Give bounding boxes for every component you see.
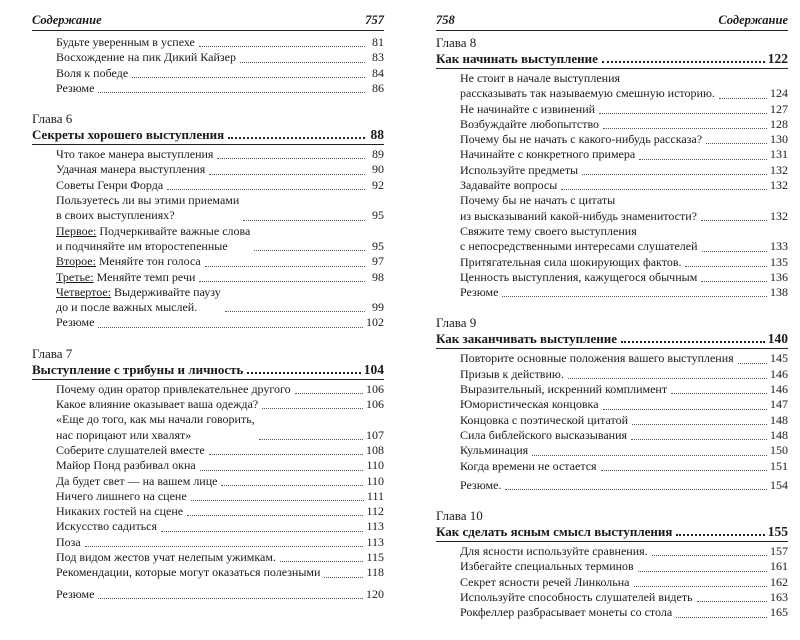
toc-entry: Резюме 120 xyxy=(56,586,384,601)
toc-entry: Первое: Подчеркивайте важные слова и подчиняйте им второстепенные 95 xyxy=(56,223,384,253)
toc-entry: Не стоит в начале выступления рассказывать так называемую смешную историю. 124 xyxy=(460,71,788,101)
toc-entry: Задавайте вопросы 132 xyxy=(460,178,788,193)
toc-entry: Сила библейского высказывания 148 xyxy=(460,427,788,442)
right-header-title: Содержание xyxy=(718,13,788,27)
toc-entry: Юмористическая концовка 147 xyxy=(460,397,788,412)
toc-entry: Используйте способность слушателей видеть 163 xyxy=(460,590,788,605)
toc-entry: Почему бы не начать с цитаты из высказываний какой-нибудь знаменитости? 132 xyxy=(460,193,788,223)
right-page xyxy=(436,14,788,621)
toc-entry: Когда времени не остается 151 xyxy=(460,458,788,473)
chapter-title: Как начинать выступление 122 xyxy=(436,50,788,69)
toc-entry: Кульминация 150 xyxy=(460,443,788,458)
left-page-number: 757 xyxy=(365,13,384,27)
toc-entry: Воля к победе 84 xyxy=(56,65,384,80)
toc-entry: Ничего лишнего на сцене 111 xyxy=(56,488,384,503)
chapter-label: Глава 8 xyxy=(436,35,477,50)
left-page xyxy=(32,14,384,602)
chapter-title: Как заканчивать выступление 140 xyxy=(436,330,788,349)
chapter-title: Выступление с трибуны и личность 104 xyxy=(32,361,384,380)
toc-entry: Ценность выступления, кажущегося обычным 136 xyxy=(460,269,788,284)
toc-entry: Рокфеллер разбрасывает монеты со стола 165 xyxy=(460,605,788,620)
toc-entry: Резюме 102 xyxy=(56,315,384,330)
toc-entry: Да будет свет — на вашем лице 110 xyxy=(56,473,384,488)
chapter-label: Глава 6 xyxy=(32,111,73,127)
toc-entry: Повторите основные положения вашего выступления 145 xyxy=(460,351,788,366)
toc-entry: Рекомендации, которые могут оказаться полезными 118 xyxy=(56,565,384,580)
left-header-title: Содержание xyxy=(32,13,102,27)
toc-entry: Не начинайте с извинений 127 xyxy=(460,101,788,116)
toc-entry: Почему один оратор привлекательнее другого 106 xyxy=(56,381,384,396)
right-page-number: 758 xyxy=(436,13,455,27)
toc-entry: Почему бы не начать с какого-нибудь рассказа? 130 xyxy=(460,132,788,147)
toc-entry: Никаких гостей на сцене 112 xyxy=(56,504,384,519)
toc-entry: Искусство садиться 113 xyxy=(56,519,384,534)
toc-entry: Призыв к действию. 146 xyxy=(460,366,788,381)
toc-entry: Четвертое: Выдерживайте паузу до и после важных мыслей. 99 xyxy=(56,284,384,315)
toc-entry: Избегайте специальных терминов 161 xyxy=(460,559,788,574)
chapter-label: Глава 9 xyxy=(436,315,477,331)
right-running-head xyxy=(436,14,788,31)
toc-entry: Выразительный, искренний комплимент 146 xyxy=(460,382,788,397)
chapter-label: Глава 7 xyxy=(32,345,73,361)
toc-entry: Секрет ясности речей Линкольна 162 xyxy=(460,574,788,589)
left-toc xyxy=(32,35,384,602)
toc-entry: «Еще до того, как мы начали говорить, нас порицают или хвалят» 107 xyxy=(56,412,384,442)
toc-entry: Майор Понд разбивал окна 110 xyxy=(56,458,384,473)
toc-entry: Третье: Меняйте темп речи 98 xyxy=(56,269,384,284)
toc-entry: Пользуетесь ли вы этими приемами в своих выступлениях? 95 xyxy=(56,193,384,223)
chapter-label: Глава 10 xyxy=(436,508,483,524)
right-toc xyxy=(436,35,788,621)
toc-entry: Концовка с поэтической цитатой 148 xyxy=(460,412,788,427)
toc-entry: Резюме 138 xyxy=(460,285,788,300)
toc-entry: Возбуждайте любопытство 128 xyxy=(460,116,788,131)
toc-entry: Удачная манера выступления 90 xyxy=(56,162,384,177)
toc-entry: Соберите слушателей вместе 108 xyxy=(56,442,384,457)
toc-entry: Используйте предметы 132 xyxy=(460,162,788,177)
toc-entry: Второе: Меняйте тон голоса 97 xyxy=(56,254,384,269)
toc-entry: Для ясности используйте сравнения. 157 xyxy=(460,544,788,559)
toc-entry: Начинайте с конкретного примера 131 xyxy=(460,147,788,162)
toc-entry: Притягательная сила шокирующих фактов. 135 xyxy=(460,254,788,269)
toc-entry: Свяжите тему своего выступления с непосредственными интересами слушателей 133 xyxy=(460,223,788,254)
toc-entry: Что такое манера выступления 89 xyxy=(56,147,384,162)
toc-entry: Поза 113 xyxy=(56,534,384,549)
toc-entry: Будьте уверенным в успехе 81 xyxy=(56,35,384,49)
toc-entry: Восхождение на пик Дикий Кайзер 83 xyxy=(56,50,384,65)
chapter-title: Секреты хорошего выступления 88 xyxy=(32,126,384,145)
chapter-title: Как сделать ясным смысл выступления 155 xyxy=(436,523,788,542)
toc-entry: Под видом жестов учат нелепым ужимкам. 115 xyxy=(56,550,384,565)
toc-entry: Какое влияние оказывает ваша одежда? 106 xyxy=(56,397,384,412)
toc-entry: Резюме. 154 xyxy=(460,477,788,492)
left-running-head xyxy=(32,14,384,31)
toc-entry: Советы Генри Форда 92 xyxy=(56,177,384,192)
toc-entry: Резюме 86 xyxy=(56,80,384,95)
